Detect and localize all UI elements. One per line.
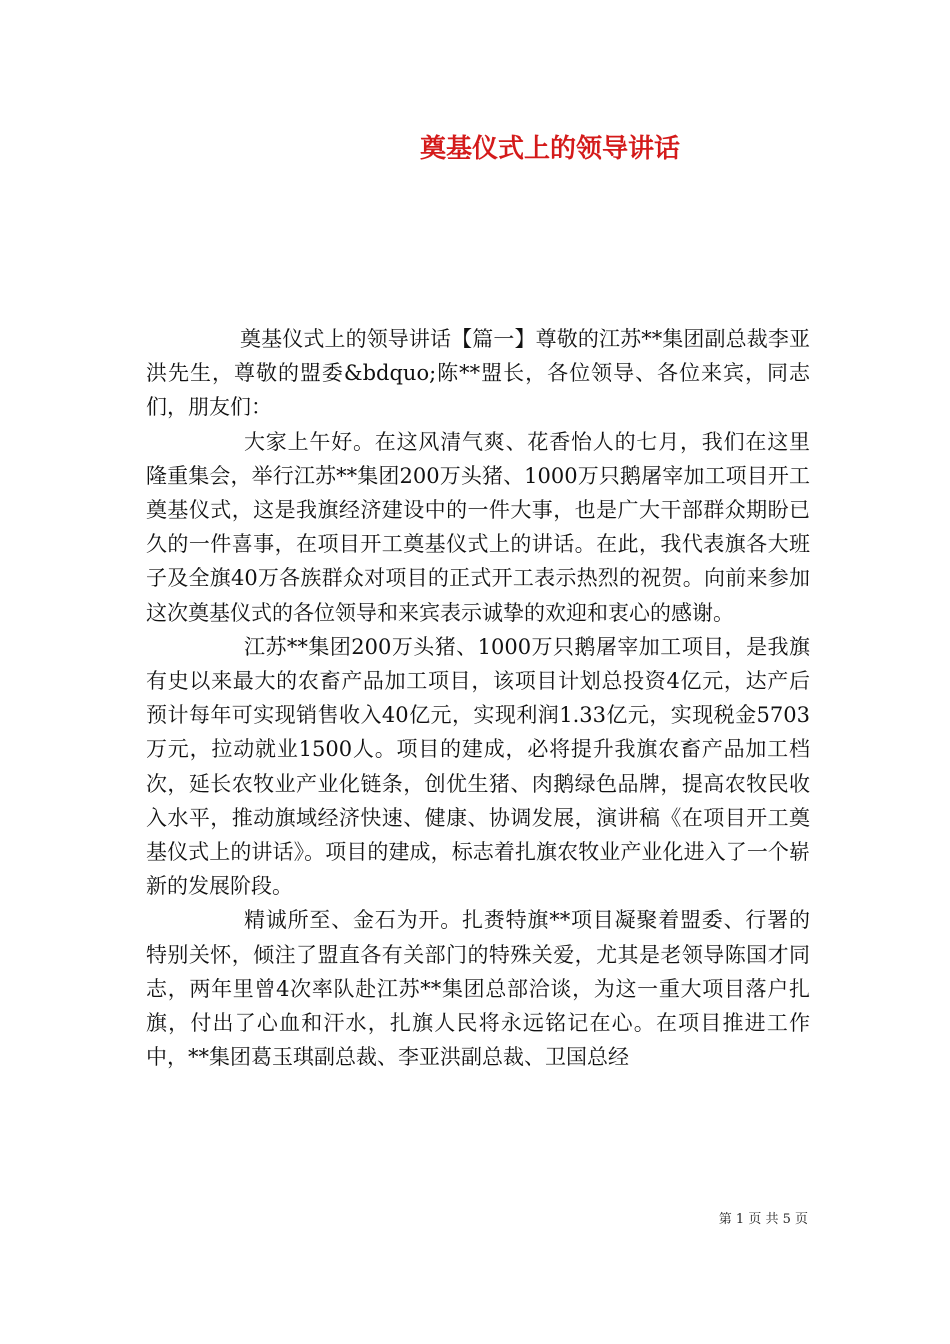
- paragraph: 江苏**集团200万头猪、1000万只鹅屠宰加工项目，是我旗有史以来最大的农畜产品加工项目，该项目计划总投资4亿元，达产后预计每年可实现销售收入40亿元，实现利润1.33亿元，实现税金5703万元，拉动就业1500人。项目的建成，必将提升我旗农畜产品加工档次，延长农牧业产业化链条，创优生猪、肉鹅绿色品牌，提高农牧民收入水平，推动旗域经济快速、健康、协调发展，演讲稿《在项目开工奠基仪式上的讲话》。项目的建成，标志着扎旗农牧业产业化进入了一个崭新的发展阶段。: [146, 634, 810, 899]
- paragraph: 奠基仪式上的领导讲话【篇一】尊敬的江苏**集团副总裁李亚洪先生，尊敬的盟委&bdquo;陈**盟长，各位领导、各位来宾，同志们，朋友们：: [146, 327, 810, 420]
- document-body: [146, 322, 810, 1074]
- paragraph: 精诚所至、金石为开。扎赉特旗**项目凝聚着盟委、行署的特别关怀，倾注了盟直各有关部门的特殊关爱，尤其是老领导陈国才同志，两年里曾4次率队赴江苏**集团总部洽谈，为这一重大项目落户扎旗，付出了心血和汗水，扎旗人民将永远铭记在心。在项目推进工作中，**集团葛玉琪副总裁、李亚洪副总裁、卫国总经: [146, 908, 810, 1070]
- page-number-footer: 第 1 页 共 5 页: [718, 1212, 808, 1227]
- paragraph: 大家上午好。在这风清气爽、花香怡人的七月，我们在这里隆重集会，举行江苏**集团200万头猪、1000万只鹅屠宰加工项目开工奠基仪式，这是我旗经济建设中的一件大事，也是广大干部群众期盼已久的一件喜事，在项目开工奠基仪式上的讲话。在此，我代表旗各大班子及全旗40万各族群众对项目的正式开工表示热烈的祝贺。向前来参加这次奠基仪式的各位领导和来宾表示诚挚的欢迎和衷心的感谢。: [146, 429, 810, 625]
- document-title: 奠基仪式上的领导讲话: [419, 134, 680, 164]
